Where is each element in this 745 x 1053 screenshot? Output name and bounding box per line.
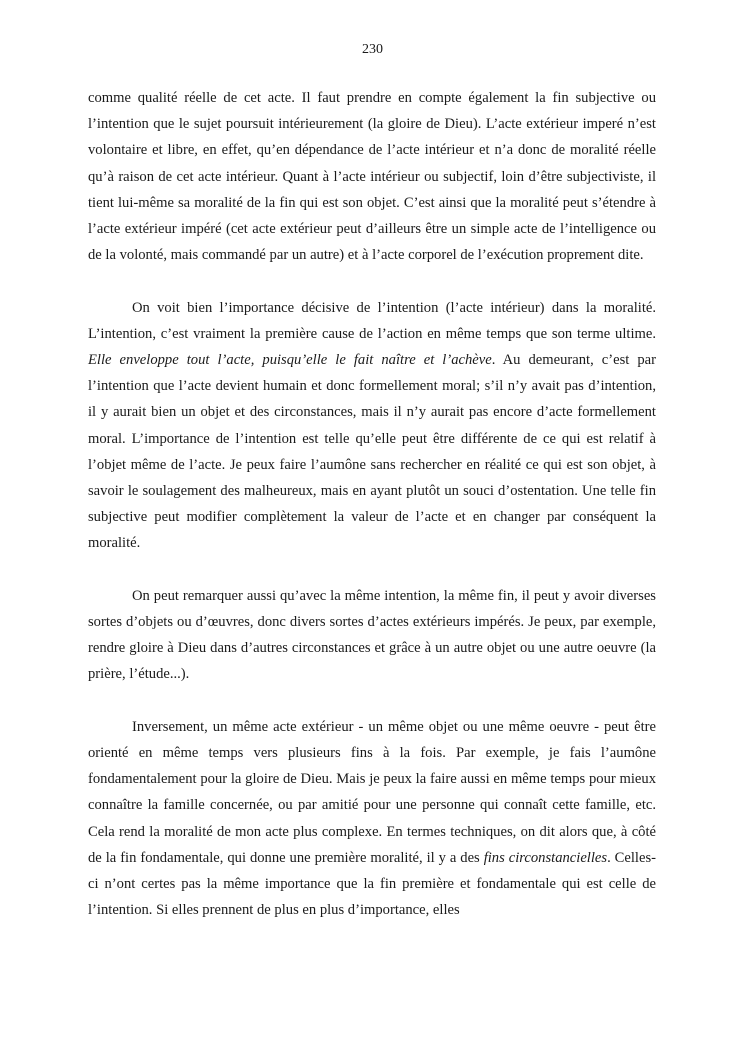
- paragraph-2: [88, 295, 656, 557]
- paragraph-4-italic-term: fins circonstancielles: [483, 849, 608, 866]
- paragraph-4-text-b: . Celles-ci n’ont certes pas la même importance que la fin première et fondamentale qui est celle de l’intention. Si elles prennent de plus en plus d’importance, elles: [88, 849, 656, 919]
- body-text: [88, 85, 656, 923]
- paragraph-3-text: On peut remarquer aussi qu’avec la même intention, la même fin, il peut y avoir diverses sortes d’objets ou d’œuvres, donc divers sortes d’actes extérieurs impérés. Je peux, par exemple, rendre gloire à Dieu dans d’autres circonstances et grâce à un autre objet ou une autre oeuvre (la prière, l’étude...).: [88, 587, 656, 683]
- paragraph-2-italic-quote: Elle enveloppe tout l’acte, puisqu’elle le fait naître et l’achève: [88, 352, 492, 369]
- paragraph-1: [88, 85, 656, 268]
- paragraph-4-text-a: Inversement, un même acte extérieur - un même objet ou une même oeuvre - peut être orienté en même temps vers plusieurs fins à la fois. Par exemple, je fais l’aumône fondamentalement pour la gloire de Dieu. Mais je peux la faire aussi en même temps pour mieux connaître la famille concernée, ou par amitié pour une personne qui connaît cette famille, etc. Cela rend la moralité de mon acte plus complexe. En termes techniques, on dit alors que, à côté de la fin fondamentale, qui donne une première moralité, il y a des: [88, 718, 656, 866]
- paragraph-2-text-b: . Au demeurant, c’est par l’intention que l’acte devient humain et donc formellement moral; s’il n’y avait pas d’intention, il y aurait bien un objet et des circonstances, mais il n’y aurait pas encore d’acte formellement moral. L’importance de l’intention est telle qu’elle peut être différente de ce qui est relatif à l’objet même de l’acte. Je peux faire l’aumône sans rechercher en réalité ce qui est son objet, à savoir le soulagement des malheureux, mais en ayant plutôt un souci d’ostentation. Une telle fin subjective peut modifier complètement la valeur de l’acte et en changer par conséquent la moralité.: [88, 352, 656, 552]
- paragraph-3: [88, 583, 656, 688]
- paragraph-1-text: comme qualité réelle de cet acte. Il faut prendre en compte également la fin subjective ou l’intention que le sujet poursuit intérieurement (la gloire de Dieu). L’acte extérieur imperé n’est volontaire et libre, en effet, qu’en dépendance de l’acte intérieur et n’a donc de moralité réelle qu’à raison de cet acte intérieur. Quant à l’acte intérieur ou subjectif, loin d’être subjectiviste, il tient lui-même sa moralité de la fin qui est son objet. C’est ainsi que la moralité peut s’étendre à l’acte extérieur impéré (cet acte extérieur peut d’ailleurs être un simple acte de l’intelligence ou de la volonté, mais commandé par un autre) et à l’acte corporel de l’exécution proprement dite.: [88, 90, 656, 264]
- paragraph-4: [88, 714, 656, 924]
- paragraph-2-text-a: On voit bien l’importance décisive de l’intention (l’acte intérieur) dans la moralité. L’intention, c’est vraiment la première cause de l’action en même temps que son terme ultime.: [88, 299, 656, 342]
- page-number: 230: [362, 42, 383, 57]
